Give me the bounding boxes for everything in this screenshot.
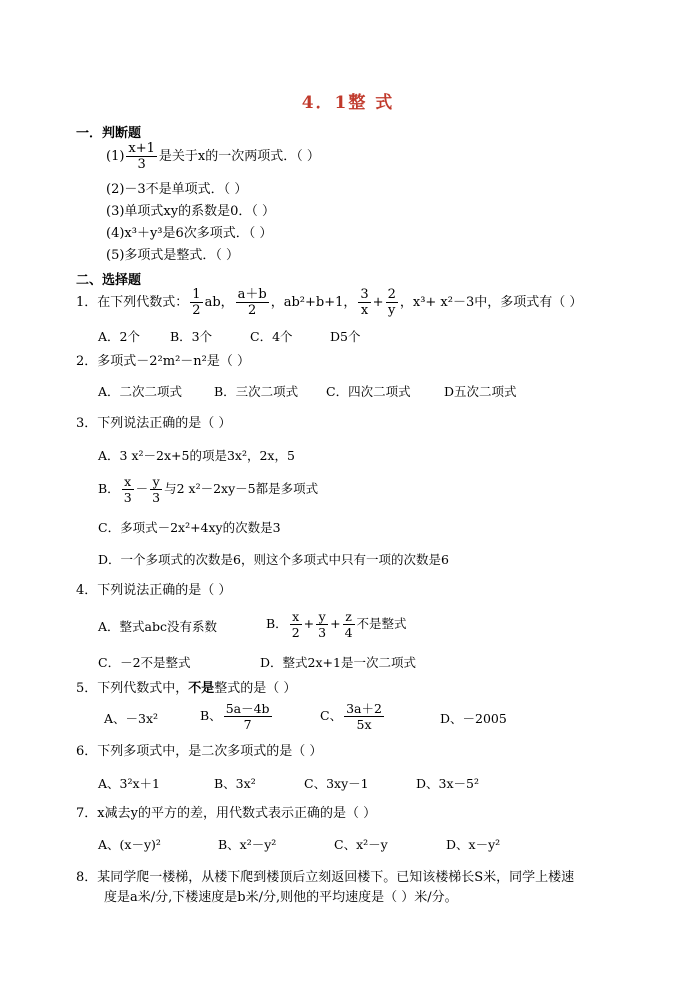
option-b: B、 $\frac{5a-4b}{7}$ — [200, 701, 270, 732]
option-c: C、3xy－1 — [304, 776, 369, 791]
judgment-q2: (2)－3不是单项式．（ ） — [106, 182, 248, 197]
option-a: A、－3x² — [104, 711, 159, 726]
option-c: C．－2不是整式 — [98, 655, 191, 670]
option-a: A、3²x＋1 — [98, 776, 160, 791]
choice-q8-line2: 度是a米/分,下楼速度是b米/分,则他的平均速度是（ ）米/分。 — [104, 890, 458, 905]
choice-q1: 1．在下列代数式： $\frac{1}{2}$ ab， $\frac{a+b}{2}$ ，ab²+b+1， $\frac{3}{x}$ + $\frac{2}{y}$ ，x³+ x²－3中，多项式有（ ） — [76, 287, 583, 318]
choice-q5: 5．下列代数式中，不是整式的是（ ） — [76, 681, 297, 696]
option-d: D五次二项式 — [444, 384, 517, 399]
judgment-q3: (3)单项式xy的系数是0．（ ） — [106, 204, 275, 219]
option-c: C、 $\frac{3a+2}{5x}$ — [320, 701, 382, 732]
option-a: A．二次二项式 — [98, 384, 183, 399]
fraction: $\frac{x+1}{3}$ — [128, 141, 155, 172]
choice-q8-line1: 8．某同学爬一楼梯，从楼下爬到楼顶后立刻返回楼下。已知该楼梯长S米，同学上楼速 — [76, 870, 575, 885]
option-d: D．一个多项式的次数是6，则这个多项式中只有一项的次数是6 — [98, 552, 449, 567]
option-c: C、x²－y — [334, 837, 388, 852]
option-c: C．四次二项式 — [326, 384, 411, 399]
option-d: D、x－y² — [446, 837, 501, 852]
choice-q4: 4．下列说法正确的是（ ） — [76, 583, 232, 598]
option-d: D．整式2x+1是一次二项式 — [260, 655, 416, 670]
option-b: B． $\frac{x}{3}$ － $\frac{y}{3}$ 与2 x²－2xy－5都是多项式 — [98, 474, 319, 505]
option-a: A、(x－y)² — [98, 837, 161, 852]
option-d: D、3x－5² — [416, 776, 479, 791]
option-b: B． $\frac{x}{2}$ + $\frac{y}{3}$ + $\frac{z}{4}$ 不是整式 — [266, 609, 407, 640]
option-b: B．3个 — [170, 329, 213, 344]
section-heading-judgment: 一．判断题 — [76, 126, 142, 141]
judgment-q5: (5)多项式是整式．（ ） — [106, 248, 240, 263]
option-b: B．三次二项式 — [214, 384, 299, 399]
option-d: D5个 — [330, 329, 361, 344]
option-a: A．整式abc没有系数 — [98, 619, 217, 634]
option-c: C．4个 — [250, 329, 293, 344]
choice-q7: 7．x减去y的平方的差，用代数式表示正确的是（ ） — [76, 806, 377, 821]
option-c: C．多项式－2x²+4xy的次数是3 — [98, 520, 281, 535]
section-heading-choice: 二、选择题 — [76, 273, 142, 288]
option-b: B、x²－y² — [218, 837, 277, 852]
q-number: (1) — [106, 149, 125, 164]
choice-q6: 6．下列多项式中，是二次多项式的是（ ） — [76, 744, 323, 759]
option-a: A．2个 — [98, 329, 140, 344]
page-title: 4．1整 式 — [301, 93, 395, 113]
option-d: D、－2005 — [440, 711, 507, 726]
option-b: B、3x² — [214, 776, 256, 791]
choice-q3: 3．下列说法正确的是（ ） — [76, 416, 232, 431]
option-a: A．3 x²－2x+5的项是3x²，2x，5 — [98, 448, 295, 463]
choice-q2: 2．多项式－2²m²－n²是（ ） — [76, 354, 251, 369]
judgment-q4: (4)x³＋y³是6次多项式．（ ） — [106, 226, 273, 241]
judgment-q1: (1) $\frac{x+1}{3}$ 是关于x的一次两项式．（ ） — [106, 141, 320, 172]
